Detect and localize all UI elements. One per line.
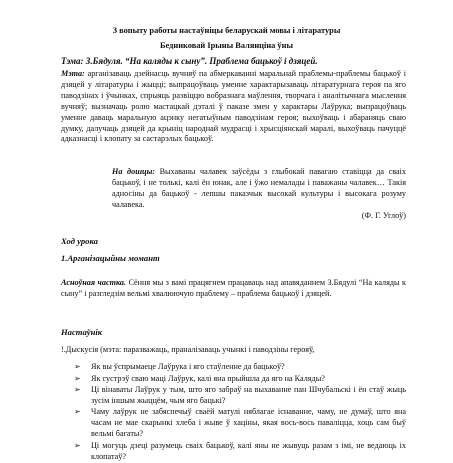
question-list bbox=[61, 362, 406, 463]
question-text: Ці могуць дзеці разумець сваіх бацькоў, калі яны не жывуць разам з імі, не ведаюць іх клопатаў? bbox=[91, 440, 406, 461]
arrow-bullet-icon: ➢ bbox=[74, 385, 81, 394]
question-text: Ці вінаваты Лаўрук у тым, што яго забраў на выхаванне пан Шчубальскі і ён стаў жыць зусім іншым жыццём, чым яго бацькі? bbox=[91, 385, 406, 405]
list-item bbox=[61, 441, 406, 463]
teacher-heading: Настаўнік bbox=[61, 327, 103, 337]
aims-label: Мэта: bbox=[61, 69, 85, 78]
question-text: Чаму лаўрук не забяспечыў сваёй матулі няблагае існаванне, чаму, не думаў, што яна часам не мае скарынкі хлеба і жыве ў хаціны, якая вось-вось паваліцца, хоць сам быў вельмі багаты? bbox=[91, 407, 406, 439]
main-part-text: Сёння мы з вамі працягнем працаваць над апавяданнем З.Бядулі “На каляды к сыну” і разгледзім вельмі хвалюючую праблему – праблема бацькоў і дзяцей. bbox=[61, 278, 406, 298]
discussion-intro: !.Дыскусія (мэта: паразважаць, праналізаваць учынкі і паводзіны герояў, bbox=[61, 345, 315, 354]
arrow-bullet-icon: ➢ bbox=[74, 362, 81, 371]
aims-text: арганізаваць дзейнасць вучняў па абмеркаванні маральнай праблемы-праблемы бацькоў і дзяцей у літаратуры і жыцці; выпрацоўваць уменне характарызаваць літаратурнага героя па яго паводзінах і ўчынках, спрыяць развіццю вобразнага маўлення, творчага і аналітычнага мыслення вучняў; вызначаць ролю мастацкай дэталі ў паказе змен у характары Лаўрука; выпрацоўваць уменне даваць маральную ацэнку негатыўным паводзінам героя; выхоўваць і абараняць сваю думку, далучаць дзяцей да крыніц народнай мудрасці і хрысціянскай маралі, выхоўваць пачуццё адказнасці і клопату за састарэлых бацькоў. bbox=[61, 69, 406, 144]
arrow-bullet-icon: ➢ bbox=[74, 407, 81, 417]
lesson-theme: Тэма: З.Бядуля. “На каляды к сыну”. Праблема бацькоў і дзяцей. bbox=[61, 56, 318, 66]
epigraph-author: (Ф. Г. Углоў) bbox=[361, 211, 406, 220]
main-part-label: Асноўная частка. bbox=[61, 278, 127, 287]
list-item bbox=[61, 362, 406, 373]
epigraph-text: Выхаваны чалавек заўсёды з глыбокай павагаю ставіцца да сваіх бацькоў, і не толькі, калі ён юнак, але і ўжо немалады і паважаны чалавек… Такія адносіны да бацькоў - лепшы паказчык высокай культуры і высокага розуму чалавека. bbox=[112, 167, 406, 209]
org-heading: 1.Арганізацыйны момант bbox=[61, 253, 160, 263]
question-text: Як вы ўспрымаеце Лаўрука і яго стаўленне да бацькоў? bbox=[91, 362, 285, 371]
lesson-aims bbox=[61, 69, 406, 145]
arrow-bullet-icon: ➢ bbox=[74, 440, 81, 450]
epigraph bbox=[112, 167, 406, 211]
header-line-2: Бедниковай Ірыны Валянціна ўны bbox=[160, 41, 293, 50]
lesson-heading: Ход урока bbox=[61, 236, 98, 246]
list-item bbox=[61, 385, 406, 407]
main-part bbox=[61, 278, 406, 300]
header-line-1: З вопыту работы настаўніцы беларускай мовы і літаратуры bbox=[112, 26, 341, 35]
list-item bbox=[61, 407, 406, 440]
epigraph-label: На дошцы: bbox=[112, 167, 155, 176]
list-item bbox=[61, 374, 406, 385]
question-text: Як сустрэў сваю маці Лаўрук, калі яна прыйшла да яго на Каляды? bbox=[91, 373, 325, 383]
arrow-bullet-icon: ➢ bbox=[74, 373, 81, 383]
